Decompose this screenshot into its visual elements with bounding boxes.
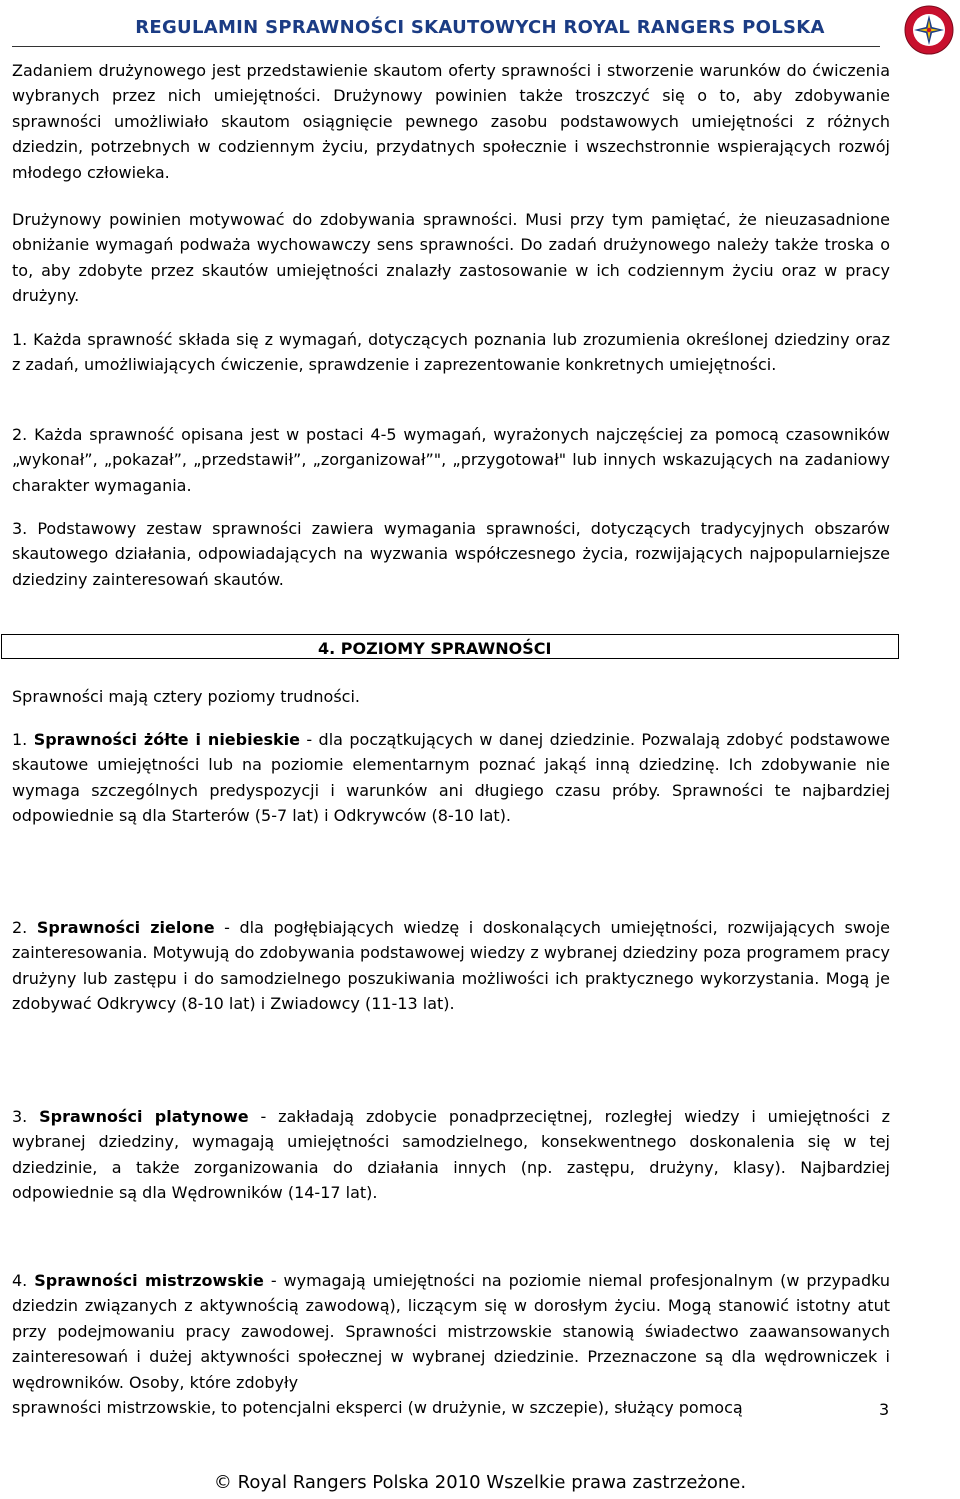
level-description: - dla pogłębiających wiedzę i doskonalących umiejętności, rozwijających swoje zainteresowania. Motywują do zdobywania podstawowej wiedzy z wybranej dziedziny poza programem pracy drużyny lub zastępu i do samodzielnego poszukiwania możliwości ich praktycznego wykorzystania. Mogą je zdobywać Odkrywcy (8-10 lat) i Zwiadowcy (11-13 lat). <box>12 918 890 1014</box>
section-intro: Sprawności mają cztery poziomy trudności. <box>12 687 361 706</box>
level-number: 4. <box>12 1271 35 1290</box>
paragraph-motivation: Drużynowy powinien motywować do zdobywania sprawności. Musi przy tym pamiętać, że nieuzasadnione obniżanie wymagań podważa wychowawczy sens sprawności. Do zadań drużynowego należy także troska o to, aby zdobyte przez skautów umiejętności znalazły zastosowanie w ich codziennym życiu oraz w pracy drużyny. <box>12 210 890 306</box>
level-name: Sprawności platynowe <box>39 1107 249 1126</box>
header-title: REGULAMIN SPRAWNOŚCI SKAUTOWYCH ROYAL RANGERS POLSKA <box>135 17 825 38</box>
level-description: - zakładają zdobycie ponadprzeciętnej, rozległej wiedzy i umiejętności z wybranej dziedziny, wymagają umiejętności samodzielnego, konsekwentnego doskonalenia się w tej dziedzinie, a także zorganizowania do działania innych (np. zastępu, drużyny, klasy). Najbardziej odpowiednie są dla Wędrowników (14-17 lat). <box>12 1107 891 1203</box>
level-number: 1. <box>12 730 34 749</box>
level-item <box>12 915 890 1017</box>
page-number: 3 <box>879 1400 890 1419</box>
paragraph-duties: Zadaniem drużynowego jest przedstawienie skautom oferty sprawności i stworzenie warunków do ćwiczenia wybranych przez nich umiejętności. Drużynowy powinien także troszczyć się o to, aby zdobywanie sprawności umożliwiało skautom osiągnięcie pewnego zasobu podstawowych umiejętności z różnych dziedzin, potrzebnych w codziennym życiu, przydatnych społecznie i wszechstronnie wspierających rozwój młodego człowieka. <box>12 61 890 182</box>
royal-rangers-logo-icon <box>903 4 955 56</box>
level-item <box>12 1104 890 1206</box>
level-name: Sprawności zielone <box>36 918 215 937</box>
level-item <box>12 1268 890 1420</box>
section-title: 4. POZIOMY SPRAWNOŚCI <box>318 639 552 658</box>
paragraph-point-2: 2. Każda sprawność opisana jest w postaci 4-5 wymagań, wyrażonych najczęściej za pomocą czasowników „wykonał”, „pokazał”, „przedstawił”, „zorganizował”", „przygotował" lub innych wskazujących na zadaniowy charakter wymagania. <box>12 425 890 495</box>
level-item <box>12 727 890 829</box>
level-description: - dla początkujących w danej dziedzinie. Pozwalają zdobyć podstawowe skautowe umiejętności lub na poziomie elementarnym poznać jakąś inną dziedzinę. Ich zdobywanie nie wymaga szczególnych predyspozycji i warunków ani długiego czasu próby. Sprawności te najbardziej odpowiednie są dla Starterów (5-7 lat) i Odkrywców (8-10 lat). <box>12 730 891 826</box>
level-number: 3. <box>12 1107 40 1126</box>
header-rule <box>12 46 880 47</box>
footer-copyright: © Royal Rangers Polska 2010 Wszelkie prawa zastrzeżone. <box>213 1472 747 1493</box>
paragraph-point-3: 3. Podstawowy zestaw sprawności zawiera wymagania sprawności, dotyczących tradycyjnych obszarów skautowego działania, odpowiadających na wyzwania współczesnego życia, rozwijających najpopularniejsze dziedziny zainteresowań skautów. <box>12 519 890 589</box>
level-number: 2. <box>12 918 37 937</box>
level-name: Sprawności żółte i niebieskie <box>33 730 300 749</box>
level-name: Sprawności mistrzowskie <box>34 1271 264 1290</box>
paragraph-point-1: 1. Każda sprawność składa się z wymagań, dotyczących poznania lub zrozumienia określonej dziedziny oraz z zadań, umożliwiających ćwiczenie, sprawdzenie i zaprezentowanie konkretnych umiejętności. <box>12 330 890 375</box>
level-description: - wymagają umiejętności na poziomie niemal profesjonalnym (w przypadku dziedzin związanych z aktywnością zawodową), liczącym się w dorosłym życiu. Mogą stanowić istotny atut przy podejmowaniu pracy zawodowej. Sprawności mistrzowskie stanowią świadectwo zaawansowanych zainteresowań i dużej aktywności społecznej w wybranej dziedzinie. Przeznaczone są dla wędrowniczek i wędrowników. Osoby, które zdobyły sprawności mistrzowskie, to potencjalni eksperci (w drużynie, w szczepie), służący pomocą <box>12 1271 891 1418</box>
